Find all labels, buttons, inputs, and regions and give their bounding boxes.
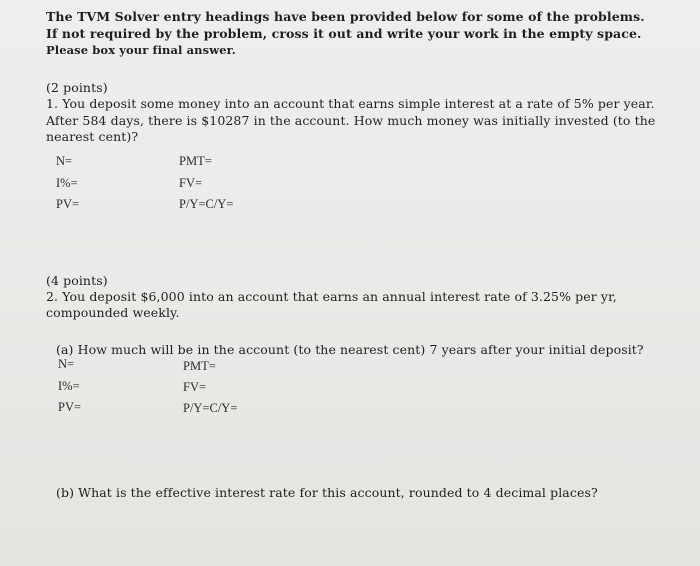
p2-py-cy-label: P/Y=C/Y= <box>183 401 238 415</box>
p1-pmt-label: PMT= <box>179 154 212 168</box>
p2-fv-label: FV= <box>183 380 207 394</box>
problem-2-text-1: 2. You deposit $6,000 into an account that earns an annual interest rate of 3.25% per yr, <box>46 289 617 304</box>
p2-n-label: N= <box>58 357 75 371</box>
problem-2-points: (4 points) <box>46 273 108 288</box>
p2-pv-label: PV= <box>58 400 82 414</box>
problem-1-text-1: 1. You deposit some money into an account that earns simple interest at a rate of 5% per year. <box>46 96 655 111</box>
problem-2-part-a: (a) How much will be in the account (to the nearest cent) 7 years after your initial deposit? <box>56 342 644 357</box>
problem-1-text-3: nearest cent)? <box>46 129 139 144</box>
p2-pmt-label: PMT= <box>183 359 216 373</box>
header-line-3: Please box your final answer. <box>46 43 236 57</box>
problem-1-text-2: After 584 days, there is $10287 in the account. How much money was initially invested (to the <box>46 113 656 128</box>
p1-py-cy-label: P/Y=C/Y= <box>179 197 234 211</box>
problem-2-part-b: (b) What is the effective interest rate for this account, rounded to 4 decimal places? <box>56 485 598 500</box>
p2-interest-label: I%= <box>58 379 80 393</box>
problem-2-text-2: compounded weekly. <box>46 305 180 320</box>
header-line-1: The TVM Solver entry headings have been provided below for some of the problems. <box>46 9 645 24</box>
p1-interest-label: I%= <box>56 176 78 190</box>
p1-n-label: N= <box>56 154 73 168</box>
problem-1-points: (2 points) <box>46 80 108 95</box>
p1-pv-label: PV= <box>56 197 80 211</box>
p1-fv-label: FV= <box>179 176 203 190</box>
header-line-2: If not required by the problem, cross it out and write your work in the empty space. <box>46 26 642 41</box>
